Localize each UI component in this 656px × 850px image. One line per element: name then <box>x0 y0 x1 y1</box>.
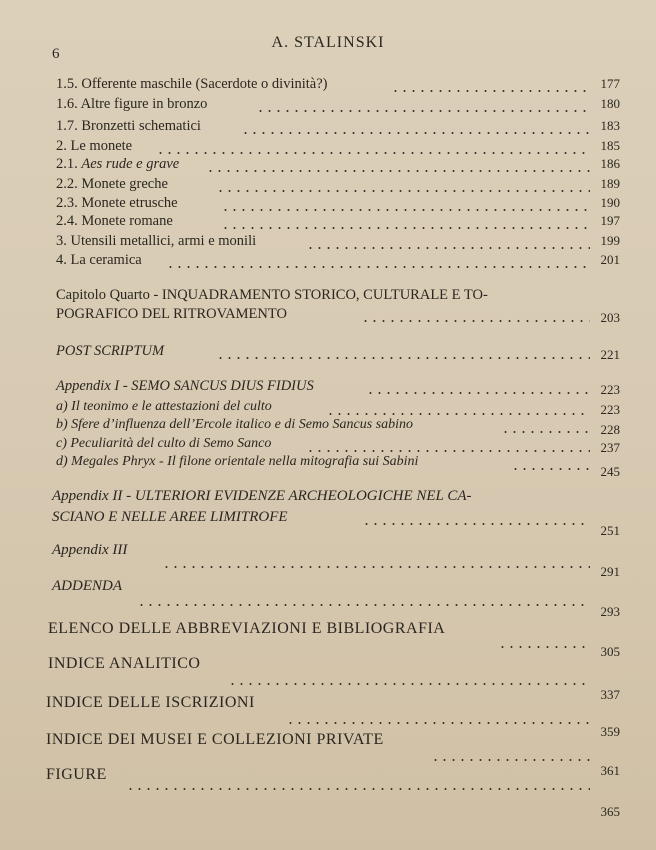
toc-entry-label: 2. Le monete <box>56 138 133 154</box>
toc-leader <box>361 320 590 322</box>
toc-leader <box>431 759 590 761</box>
toc-entry[interactable] <box>46 766 620 819</box>
toc-entry-label: c) Peculiarità del culto di Semo Sanco <box>56 436 272 451</box>
toc-entry[interactable] <box>56 252 620 270</box>
toc-entry[interactable] <box>56 156 620 174</box>
toc-entry-page: 190 <box>600 195 620 210</box>
toc-entry-page: 197 <box>600 213 620 228</box>
toc-entry[interactable] <box>56 138 620 156</box>
toc-entry-label: a) Il teonimo e le attestazioni del culto <box>56 399 272 414</box>
toc-entry-prefix: 2.1. <box>56 156 82 172</box>
toc-entry-page: 361 <box>600 763 620 778</box>
toc-entry-page: 237 <box>600 440 620 455</box>
toc-leader <box>511 468 590 470</box>
toc-entry-page: 183 <box>600 118 620 133</box>
toc-entry-page: 186 <box>600 156 620 171</box>
toc-entry-label: 2.4. Monete romane <box>56 213 173 229</box>
toc-leader <box>206 170 590 172</box>
toc-entry[interactable] <box>52 578 620 619</box>
toc-leader <box>221 209 590 211</box>
toc-entry-label <box>56 156 179 173</box>
toc-leader <box>166 266 590 268</box>
toc-entry-label: ADDENDA <box>52 578 122 594</box>
toc-leader <box>241 132 590 134</box>
toc-entry-page: 201 <box>600 252 620 267</box>
toc-entry-label: INDICE ANALITICO <box>48 655 201 672</box>
toc-leader <box>221 227 590 229</box>
toc-entry[interactable] <box>52 542 620 579</box>
toc-leader <box>362 523 590 525</box>
toc-leader <box>498 646 590 648</box>
toc-entry-page: 180 <box>600 96 620 111</box>
toc-entry[interactable] <box>48 620 620 659</box>
toc-leader <box>137 604 590 606</box>
toc-entry[interactable] <box>46 694 620 739</box>
toc-entry-page: 359 <box>600 724 620 739</box>
toc-entry-label: ELENCO DELLE ABBREVIAZIONI E BIBLIOGRAFIA <box>48 620 446 637</box>
toc-entry-page: 177 <box>600 76 620 91</box>
toc-leader <box>156 152 590 154</box>
toc-entry-page: 291 <box>600 564 620 579</box>
toc-leader <box>326 413 590 415</box>
toc-entry[interactable] <box>56 343 620 361</box>
toc-leader <box>306 247 590 249</box>
toc-entry[interactable] <box>56 436 620 454</box>
toc-leader <box>126 788 590 790</box>
page-number: 6 <box>52 46 60 62</box>
toc-entry-label: Appendix I - SEMO SANCUS DIUS FIDIUS <box>56 378 314 394</box>
toc-entry-label: INDICE DELLE ISCRIZIONI <box>46 694 255 711</box>
toc-entry-page: 305 <box>600 644 620 659</box>
toc-entry-label: 1.5. Offerente maschile (Sacerdote o divinità?) <box>56 76 328 92</box>
toc-entry-label: b) Sfere d’influenza dell’Ercole italico e di Semo Sancus sabino <box>56 417 414 432</box>
toc-entry[interactable] <box>56 287 620 305</box>
toc-leader <box>162 566 590 568</box>
toc-entry[interactable] <box>56 195 620 213</box>
toc-leader <box>256 110 590 112</box>
toc-entry-page: 189 <box>600 176 620 191</box>
toc-entry-label: 3. Utensili metallici, armi e monili <box>56 233 257 249</box>
running-head: A. STALINSKI <box>271 34 385 51</box>
toc-entry-label: d) Megales Phryx - Il filone orientale nella mitografia sui Sabini <box>56 454 419 469</box>
toc-entry-continuation[interactable] <box>52 509 620 538</box>
toc-entry-label: Appendix II - ULTERIORI EVIDENZE ARCHEOLOGICHE NEL CA- <box>52 488 472 504</box>
toc-entry-label: Appendix III <box>52 542 128 558</box>
toc-entry-label: 1.6. Altre figure in bronzo <box>56 96 208 112</box>
toc-entry[interactable] <box>56 213 620 231</box>
toc-entry-page: 337 <box>600 687 620 702</box>
toc-entry[interactable] <box>56 233 620 251</box>
toc-entry-page: 293 <box>600 604 620 619</box>
toc-leader <box>391 90 590 92</box>
toc-entry-label: 4. La ceramica <box>56 252 142 268</box>
toc-leader <box>366 392 590 394</box>
toc-entry-italic-label: Aes rude e grave <box>81 156 180 172</box>
toc-entry-page: 223 <box>600 382 620 397</box>
toc-entry[interactable] <box>48 655 620 702</box>
toc-entry-label-line2: POGRAFICO DEL RITROVAMENTO <box>56 306 287 322</box>
toc-entry[interactable] <box>56 417 620 435</box>
toc-entry-label-line2: SCIANO E NELLE AREE LIMITROFE <box>52 509 288 525</box>
toc-entry[interactable] <box>56 176 620 194</box>
toc-entry-page: 228 <box>600 422 620 437</box>
toc-entry[interactable] <box>56 399 620 417</box>
toc-entry-page: 245 <box>600 464 620 479</box>
toc-entry-page: 365 <box>600 804 620 819</box>
toc-entry-label: 2.3. Monete etrusche <box>56 195 178 211</box>
toc-entry-page: 185 <box>600 138 620 153</box>
toc-entry-page: 251 <box>600 523 620 538</box>
toc-entry[interactable] <box>56 96 620 114</box>
toc-leader <box>501 431 590 433</box>
toc-entry-page: 199 <box>600 233 620 248</box>
toc-entry-page: 221 <box>600 347 620 362</box>
toc-leader <box>216 190 590 192</box>
toc-entry[interactable] <box>52 488 620 506</box>
toc-leader <box>286 722 590 724</box>
toc-leader <box>228 683 590 685</box>
toc-entry-label: 1.7. Bronzetti schematici <box>56 118 201 134</box>
toc-entry-label: INDICE DEI MUSEI E COLLEZIONI PRIVATE <box>46 731 384 748</box>
toc-entry-label: FIGURE <box>46 766 107 783</box>
toc-entry-page: 203 <box>600 310 620 325</box>
toc-entry[interactable] <box>56 454 620 479</box>
toc-entry-page: 223 <box>600 402 620 417</box>
toc-leader <box>306 450 590 452</box>
toc-entry[interactable] <box>56 378 620 396</box>
toc-entry-continuation[interactable] <box>56 306 620 324</box>
toc-entry[interactable] <box>56 118 620 136</box>
toc-entry-label: 2.2. Monete greche <box>56 176 168 192</box>
toc-entry-label: POST SCRIPTUM <box>56 343 165 359</box>
toc-leader <box>216 357 590 359</box>
toc-entry[interactable] <box>56 76 620 94</box>
toc-entry-label: Capitolo Quarto - INQUADRAMENTO STORICO, CULTURALE E TO- <box>56 287 488 303</box>
